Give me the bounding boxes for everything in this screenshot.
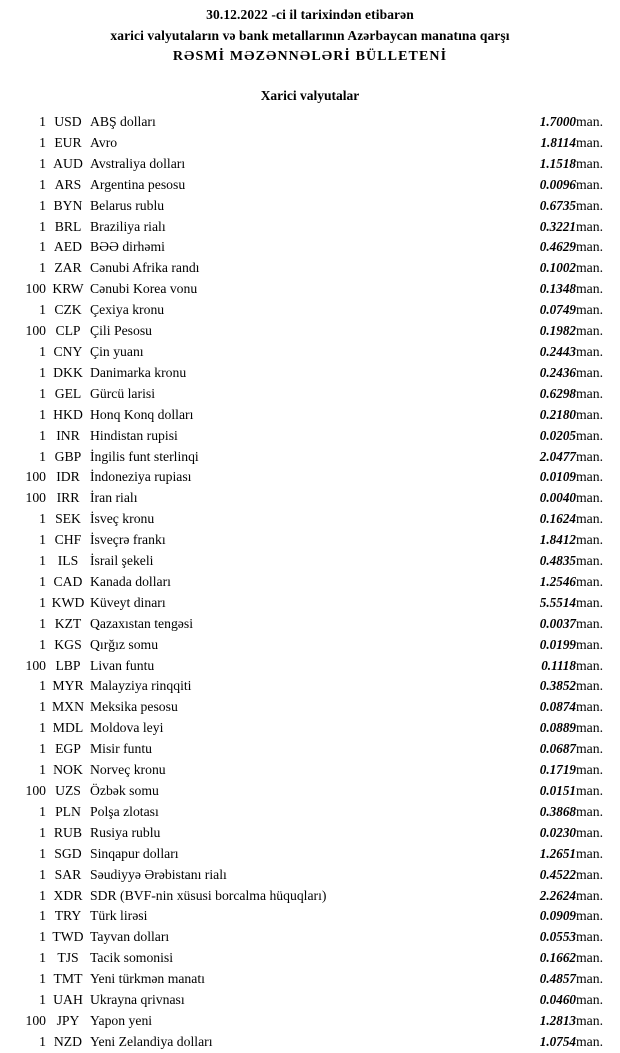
currency-code: MXN — [52, 699, 84, 715]
currency-rate: 0.0037 — [539, 615, 576, 631]
table-row — [0, 1032, 620, 1053]
table-row — [0, 196, 620, 217]
table-row — [0, 739, 620, 760]
currency-code: CLP — [55, 323, 81, 339]
currency-name: Yeni Zelandiya dolları — [90, 1033, 213, 1049]
currency-code: USD — [54, 114, 82, 129]
currency-unit: man. — [576, 281, 603, 297]
currency-code: KRW — [52, 281, 84, 297]
currency-name: Cənubi Afrika randı — [90, 260, 200, 276]
currency-rate: 2.2624 — [539, 887, 576, 903]
table-row — [0, 447, 620, 468]
currency-rate: 0.0205 — [539, 427, 576, 443]
currency-name: Küveyt dinarı — [90, 594, 166, 610]
currency-unit: man. — [576, 824, 603, 840]
currency-rate: 0.3868 — [539, 803, 576, 819]
currency-name: Çili Pesosu — [90, 323, 152, 339]
currency-quantity: 100 — [25, 490, 46, 506]
currency-rate: 0.1662 — [539, 950, 576, 966]
table-row — [0, 802, 620, 823]
currency-quantity: 1 — [39, 908, 46, 924]
currency-code: TWD — [52, 929, 84, 945]
currency-unit: man. — [576, 929, 603, 945]
currency-code: INR — [56, 427, 80, 443]
currency-rate: 0.0151 — [539, 783, 576, 798]
currency-unit: man. — [576, 553, 603, 569]
currency-name: Avstraliya dolları — [90, 155, 186, 171]
currency-name: Danimarka kronu — [90, 364, 187, 380]
currency-unit: man. — [576, 469, 603, 485]
currency-unit: man. — [576, 762, 603, 778]
header-title-line: RƏSMİ MƏZƏNNƏLƏRİ BÜLLETENİ — [172, 49, 448, 64]
currency-code: LBP — [55, 657, 81, 673]
currency-rate: 0.4629 — [539, 239, 576, 255]
table-row — [0, 614, 620, 635]
currency-quantity: 1 — [39, 929, 46, 945]
currency-unit: man. — [576, 992, 603, 1008]
table-row — [0, 321, 620, 342]
currency-rate: 0.0040 — [539, 490, 576, 506]
currency-name: Yeni türkmən manatı — [90, 971, 205, 987]
currency-name: Sinqapur dolları — [90, 845, 179, 861]
currency-code: JPY — [56, 1012, 80, 1028]
currency-rate: 5.5514 — [539, 594, 576, 610]
currency-name: Hindistan rupisi — [90, 427, 178, 443]
currency-name: Moldova leyi — [90, 720, 164, 736]
currency-rate: 0.4522 — [539, 866, 576, 882]
table-row — [0, 112, 620, 133]
currency-quantity: 1 — [39, 260, 46, 276]
currency-name: Özbək somu — [90, 783, 159, 798]
currency-unit: man. — [576, 594, 603, 610]
table-row — [0, 509, 620, 530]
currency-rate: 0.2436 — [539, 364, 576, 380]
currency-name: Çin yuanı — [90, 343, 144, 359]
currency-code: CZK — [54, 302, 82, 318]
currency-rate: 0.0909 — [539, 908, 576, 924]
currency-code: AED — [53, 239, 83, 255]
currency-rate: 1.2651 — [539, 845, 576, 861]
currency-quantity: 1 — [39, 762, 46, 778]
currency-quantity: 1 — [39, 887, 46, 903]
table-row — [0, 300, 620, 321]
currency-quantity: 1 — [39, 114, 46, 129]
currency-quantity: 1 — [39, 176, 46, 192]
currency-code: KZT — [54, 615, 82, 631]
currency-rate: 0.1348 — [539, 281, 576, 297]
currency-unit: man. — [576, 741, 603, 757]
currency-code: EUR — [54, 134, 82, 150]
currency-name: İsveçrə frankı — [90, 532, 166, 548]
currency-rate: 0.0230 — [539, 824, 576, 840]
table-row — [0, 384, 620, 405]
currency-rate: 0.0109 — [539, 469, 576, 485]
currency-unit: man. — [576, 615, 603, 631]
currency-quantity: 1 — [39, 1033, 46, 1049]
currency-name: İran rialı — [90, 490, 138, 506]
currency-unit: man. — [576, 260, 603, 276]
currency-rate: 0.1982 — [539, 323, 576, 339]
currency-quantity: 1 — [39, 636, 46, 652]
currency-name: Qırğız somu — [90, 636, 159, 652]
table-row — [0, 175, 620, 196]
currency-rate: 1.8412 — [539, 532, 576, 548]
currency-unit: man. — [576, 803, 603, 819]
currency-rate: 0.0553 — [539, 929, 576, 945]
table-row — [0, 426, 620, 447]
currency-quantity: 1 — [39, 343, 46, 359]
currency-code: DKK — [53, 364, 83, 380]
currency-quantity: 1 — [39, 406, 46, 422]
currency-rate: 0.6735 — [539, 197, 576, 213]
currency-quantity: 1 — [39, 155, 46, 171]
currency-code: CHF — [54, 532, 82, 548]
currency-name: Tacik somonisi — [90, 950, 174, 966]
currency-quantity: 1 — [39, 678, 46, 694]
currency-rate: 0.6298 — [539, 385, 576, 401]
currency-quantity: 1 — [39, 741, 46, 757]
currency-rate: 0.0199 — [539, 636, 576, 652]
currency-quantity: 1 — [39, 218, 46, 234]
currency-rate: 0.0889 — [539, 720, 576, 736]
currency-unit: man. — [576, 866, 603, 882]
currency-code: GEL — [54, 385, 82, 401]
currency-code: KWD — [51, 594, 85, 610]
currency-unit: man. — [576, 427, 603, 443]
currency-code: NZD — [53, 1033, 83, 1049]
currency-code: CNY — [53, 343, 83, 359]
currency-unit: man. — [576, 114, 603, 129]
table-row — [0, 279, 620, 300]
currency-rate: 1.2546 — [539, 573, 576, 589]
currency-quantity: 1 — [39, 364, 46, 380]
currency-quantity: 1 — [39, 553, 46, 569]
currency-unit: man. — [576, 218, 603, 234]
currency-name: Türk lirəsi — [90, 908, 148, 924]
currency-code: IDR — [56, 469, 80, 485]
currency-name: Qazaxıstan tengəsi — [90, 615, 193, 631]
table-row — [0, 154, 620, 175]
currency-code: UAH — [53, 992, 83, 1008]
currency-name: Argentina pesosu — [90, 176, 186, 192]
currency-unit: man. — [576, 783, 603, 798]
currency-rate: 0.1118 — [541, 657, 576, 673]
currency-quantity: 100 — [25, 323, 46, 339]
currency-rate: 1.7000 — [539, 114, 576, 129]
currency-code: GBP — [54, 448, 82, 464]
currency-unit: man. — [576, 636, 603, 652]
currency-code: ARS — [54, 176, 82, 192]
currency-rate: 0.1719 — [539, 762, 576, 778]
table-row — [0, 530, 620, 551]
currency-code: AUD — [53, 155, 83, 171]
currency-name: Ukrayna qrivnası — [90, 992, 185, 1008]
table-row — [0, 948, 620, 969]
currency-quantity: 1 — [39, 992, 46, 1008]
table-row — [0, 258, 620, 279]
currency-rate: 1.8114 — [540, 134, 576, 150]
currency-quantity: 1 — [39, 302, 46, 318]
currency-name: Səudiyyə Ərəbistanı rialı — [90, 866, 227, 882]
currency-unit: man. — [576, 364, 603, 380]
currency-name: Kanada dolları — [90, 573, 171, 589]
currency-quantity: 1 — [39, 573, 46, 589]
currency-unit: man. — [576, 720, 603, 736]
currency-unit: man. — [576, 678, 603, 694]
currency-rate: 0.1624 — [539, 511, 576, 527]
currency-name: ABŞ dolları — [90, 114, 156, 129]
currency-quantity: 1 — [39, 615, 46, 631]
currency-name: Braziliya rialı — [90, 218, 166, 234]
currency-code: TMT — [53, 971, 83, 987]
currency-rate: 2.0477 — [539, 448, 576, 464]
currency-quantity: 1 — [39, 427, 46, 443]
table-row — [0, 906, 620, 927]
currency-unit: man. — [576, 155, 603, 171]
table-row — [0, 1011, 620, 1032]
currency-unit: man. — [576, 239, 603, 255]
table-row — [0, 656, 620, 677]
currency-name: Livan funtu — [90, 657, 155, 673]
table-row — [0, 823, 620, 844]
currency-quantity: 1 — [39, 197, 46, 213]
currency-unit: man. — [576, 1012, 603, 1028]
currency-name: İsveç kronu — [90, 511, 155, 527]
currency-code: SAR — [54, 866, 82, 882]
currency-code: IRR — [56, 490, 80, 506]
currency-rate: 1.1518 — [539, 155, 576, 171]
currency-unit: man. — [576, 406, 603, 422]
table-row — [0, 844, 620, 865]
currency-rate: 0.0096 — [539, 176, 576, 192]
currency-code: PLN — [55, 803, 81, 819]
currency-quantity: 1 — [39, 824, 46, 840]
currency-name: Malayziya rinqqiti — [90, 678, 192, 694]
table-row — [0, 551, 620, 572]
table-row — [0, 342, 620, 363]
currency-unit: man. — [576, 490, 603, 506]
currency-unit: man. — [576, 197, 603, 213]
currency-rate: 1.0754 — [539, 1033, 576, 1049]
table-row — [0, 969, 620, 990]
currency-code: MYR — [52, 678, 84, 694]
table-row — [0, 697, 620, 718]
currency-rates-table — [0, 112, 620, 1053]
currency-quantity: 100 — [25, 469, 46, 485]
currency-code: RUB — [53, 824, 83, 840]
document-header — [0, 0, 620, 67]
currency-rate: 0.3221 — [539, 218, 576, 234]
currency-unit: man. — [576, 448, 603, 464]
currency-quantity: 100 — [25, 657, 46, 673]
currency-unit: man. — [576, 573, 603, 589]
currency-quantity: 1 — [39, 950, 46, 966]
currency-name: Polşa zlotası — [90, 803, 159, 819]
currency-unit: man. — [576, 845, 603, 861]
table-row — [0, 990, 620, 1011]
table-row — [0, 781, 620, 802]
currency-rate: 0.1002 — [539, 260, 576, 276]
table-row — [0, 237, 620, 258]
currency-name: Cənubi Korea vonu — [90, 281, 198, 297]
currency-quantity: 1 — [39, 720, 46, 736]
currency-unit: man. — [576, 532, 603, 548]
currency-quantity: 1 — [39, 845, 46, 861]
table-row — [0, 593, 620, 614]
currency-name: Meksika pesosu — [90, 699, 178, 715]
table-row — [0, 927, 620, 948]
currency-unit: man. — [576, 323, 603, 339]
currency-code: BYN — [53, 197, 83, 213]
currency-unit: man. — [576, 657, 603, 673]
currency-unit: man. — [576, 134, 603, 150]
currency-quantity: 1 — [39, 866, 46, 882]
table-row — [0, 363, 620, 384]
currency-rate: 0.3852 — [539, 678, 576, 694]
currency-unit: man. — [576, 385, 603, 401]
currency-quantity: 1 — [39, 385, 46, 401]
currency-rate: 0.4857 — [539, 971, 576, 987]
table-row — [0, 488, 620, 509]
currency-quantity: 1 — [39, 594, 46, 610]
currency-name: Misir funtu — [90, 741, 152, 757]
currency-code: CAD — [53, 573, 83, 589]
table-row — [0, 676, 620, 697]
currency-unit: man. — [576, 302, 603, 318]
currency-name: Avro — [90, 134, 118, 150]
table-row — [0, 467, 620, 488]
table-row — [0, 572, 620, 593]
table-row — [0, 865, 620, 886]
currency-code: ILS — [57, 553, 79, 569]
currency-unit: man. — [576, 176, 603, 192]
currency-name: Çexiya kronu — [90, 302, 165, 318]
currency-code: MDL — [52, 720, 84, 736]
table-row — [0, 718, 620, 739]
currency-unit: man. — [576, 950, 603, 966]
currency-code: NOK — [53, 762, 83, 778]
currency-name: BƏƏ dirhəmi — [90, 239, 165, 255]
currency-name: Gürcü larisi — [90, 385, 155, 401]
currency-unit: man. — [576, 511, 603, 527]
currency-rate: 0.0460 — [539, 992, 576, 1008]
currency-name: Honq Konq dolları — [90, 406, 194, 422]
currency-rate: 0.2443 — [539, 343, 576, 359]
table-row — [0, 217, 620, 238]
currency-rate: 0.0749 — [539, 302, 576, 318]
currency-quantity: 100 — [25, 281, 46, 297]
currency-name: İndoneziya rupiası — [90, 469, 192, 485]
currency-code: HKD — [53, 406, 83, 422]
currency-code: SGD — [54, 845, 82, 861]
currency-quantity: 1 — [39, 699, 46, 715]
currency-code: BRL — [54, 218, 82, 234]
currency-code: KGS — [54, 636, 82, 652]
currency-unit: man. — [576, 908, 603, 924]
currency-code: UZS — [55, 783, 81, 798]
currency-code: TRY — [54, 908, 82, 924]
currency-name: SDR (BVF-nin xüsusi borcalma hüquqları) — [90, 887, 327, 903]
currency-quantity: 1 — [39, 239, 46, 255]
header-subtitle-line: xarici valyutaların və bank metallarının Azərbaycan manatına qarşı — [110, 28, 510, 43]
currency-name: Norveç kronu — [90, 762, 166, 778]
table-row — [0, 760, 620, 781]
currency-code: EGP — [55, 741, 81, 757]
currency-unit: man. — [576, 971, 603, 987]
currency-rate: 0.2180 — [539, 406, 576, 422]
currency-name: İsrail şekeli — [90, 553, 154, 569]
table-row — [0, 405, 620, 426]
currency-quantity: 1 — [39, 971, 46, 987]
currency-rate: 0.0874 — [539, 699, 576, 715]
section-title: Xarici valyutalar — [260, 88, 360, 103]
currency-code: TJS — [57, 950, 79, 966]
currency-name: Rusiya rublu — [90, 824, 161, 840]
currency-unit: man. — [576, 887, 603, 903]
table-row — [0, 886, 620, 907]
currency-code: SEK — [55, 511, 81, 527]
currency-quantity: 1 — [39, 134, 46, 150]
currency-unit: man. — [576, 1033, 603, 1049]
currency-quantity: 1 — [39, 803, 46, 819]
currency-quantity: 1 — [39, 448, 46, 464]
currency-name: Tayvan dolları — [90, 929, 170, 945]
currency-quantity: 1 — [39, 532, 46, 548]
currency-quantity: 1 — [39, 511, 46, 527]
currency-quantity: 100 — [25, 1012, 46, 1028]
currency-rate: 0.4835 — [539, 553, 576, 569]
currency-rate: 1.2813 — [539, 1012, 576, 1028]
table-row — [0, 635, 620, 656]
currency-name: Yapon yeni — [90, 1012, 153, 1028]
currency-unit: man. — [576, 343, 603, 359]
currency-name: Belarus rublu — [90, 197, 165, 213]
header-date-line: 30.12.2022 -ci il tarixindən etibarən — [206, 7, 414, 22]
currency-code: ZAR — [54, 260, 82, 276]
currency-quantity: 100 — [25, 783, 46, 798]
currency-code: XDR — [53, 887, 83, 903]
table-row — [0, 133, 620, 154]
currency-rate: 0.0687 — [539, 741, 576, 757]
currency-name: İngilis funt sterlinqi — [90, 448, 199, 464]
currency-unit: man. — [576, 699, 603, 715]
